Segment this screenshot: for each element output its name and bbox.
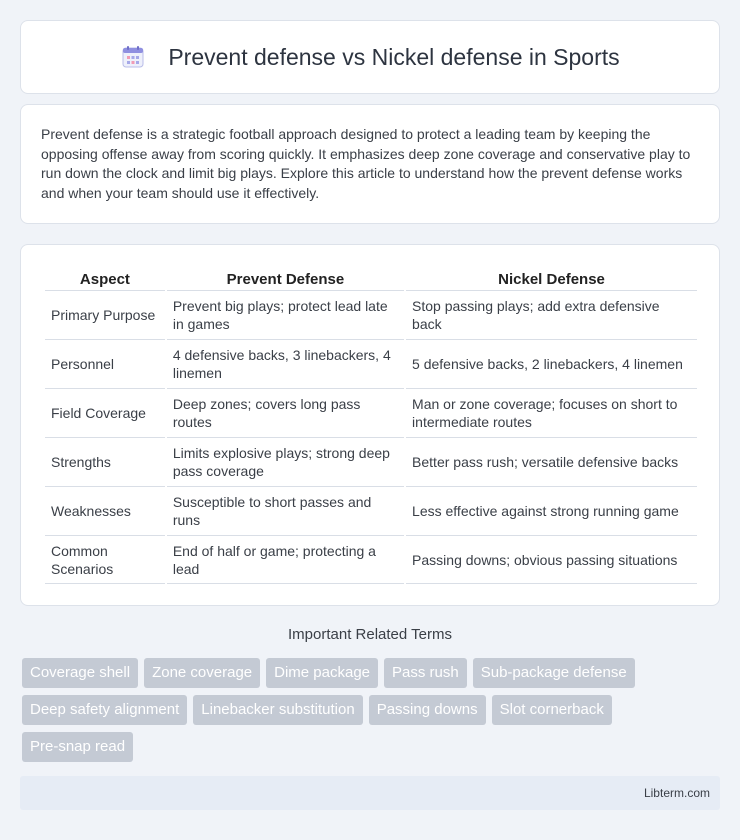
cell-aspect: Weaknesses <box>45 486 165 535</box>
table-row <box>45 339 697 388</box>
tag-dime-package[interactable]: Dime package <box>266 658 378 688</box>
cell-aspect: Personnel <box>45 339 165 388</box>
cell-nickel: Man or zone coverage; focuses on short to intermediate routes <box>406 388 697 437</box>
page-title: Prevent defense vs Nickel defense in Sports <box>168 43 620 70</box>
cell-nickel: Passing downs; obvious passing situations <box>406 535 697 584</box>
table-row <box>45 290 697 339</box>
cell-aspect: Common Scenarios <box>45 535 165 584</box>
cell-nickel: Stop passing plays; add extra defensive back <box>406 290 697 339</box>
cell-prevent: Prevent big plays; protect lead late in games <box>167 290 404 339</box>
cell-prevent: End of half or game; protecting a lead <box>167 535 404 584</box>
cell-prevent: 4 defensive backs, 3 linebackers, 4 linemen <box>167 339 404 388</box>
table-row <box>45 535 697 584</box>
comparison-table-card <box>20 244 720 606</box>
tag-linebacker-substitution[interactable]: Linebacker substitution <box>193 695 362 725</box>
cell-aspect: Primary Purpose <box>45 290 165 339</box>
cell-nickel: Less effective against strong running game <box>406 486 697 535</box>
tag-passing-downs[interactable]: Passing downs <box>369 695 486 725</box>
footer <box>20 776 720 810</box>
comparison-table <box>43 265 699 584</box>
tag-pass-rush[interactable]: Pass rush <box>384 658 467 688</box>
table-header-row <box>45 265 697 290</box>
cell-nickel: Better pass rush; versatile defensive backs <box>406 437 697 486</box>
tag-coverage-shell[interactable]: Coverage shell <box>22 658 138 688</box>
related-terms-title: Important Related Terms <box>288 626 452 643</box>
tag-zone-coverage[interactable]: Zone coverage <box>144 658 260 688</box>
calendar-icon <box>120 44 146 70</box>
header-aspect: Aspect <box>79 271 130 288</box>
cell-prevent: Limits explosive plays; strong deep pass coverage <box>167 437 404 486</box>
cell-prevent: Deep zones; covers long pass routes <box>167 388 404 437</box>
cell-nickel: 5 defensive backs, 2 linebackers, 4 linemen <box>406 339 697 388</box>
header-card <box>20 20 720 94</box>
related-terms-list <box>22 658 722 769</box>
header-nickel-defense: Nickel Defense <box>498 271 605 288</box>
tag-pre-snap-read[interactable]: Pre-snap read <box>22 732 133 762</box>
table-row <box>45 486 697 535</box>
table-row <box>45 388 697 437</box>
tag-sub-package-defense[interactable]: Sub-package defense <box>473 658 635 688</box>
intro-card <box>20 104 720 224</box>
cell-aspect: Field Coverage <box>45 388 165 437</box>
table-row <box>45 437 697 486</box>
intro-text: Prevent defense is a strategic football approach designed to protect a leading team by keeping the opposing offense away from scoring quickly. It emphasizes deep zone coverage and conservative play to run down the clock and limit big plays. Explore this article to understand how the prevent defense works and when your team should use it effectively. <box>41 126 691 201</box>
footer-site-link[interactable]: Libterm.com <box>643 786 710 800</box>
cell-prevent: Susceptible to short passes and runs <box>167 486 404 535</box>
tag-slot-cornerback[interactable]: Slot cornerback <box>492 695 612 725</box>
tag-deep-safety-alignment[interactable]: Deep safety alignment <box>22 695 187 725</box>
cell-aspect: Strengths <box>45 437 165 486</box>
header-prevent-defense: Prevent Defense <box>226 271 345 288</box>
